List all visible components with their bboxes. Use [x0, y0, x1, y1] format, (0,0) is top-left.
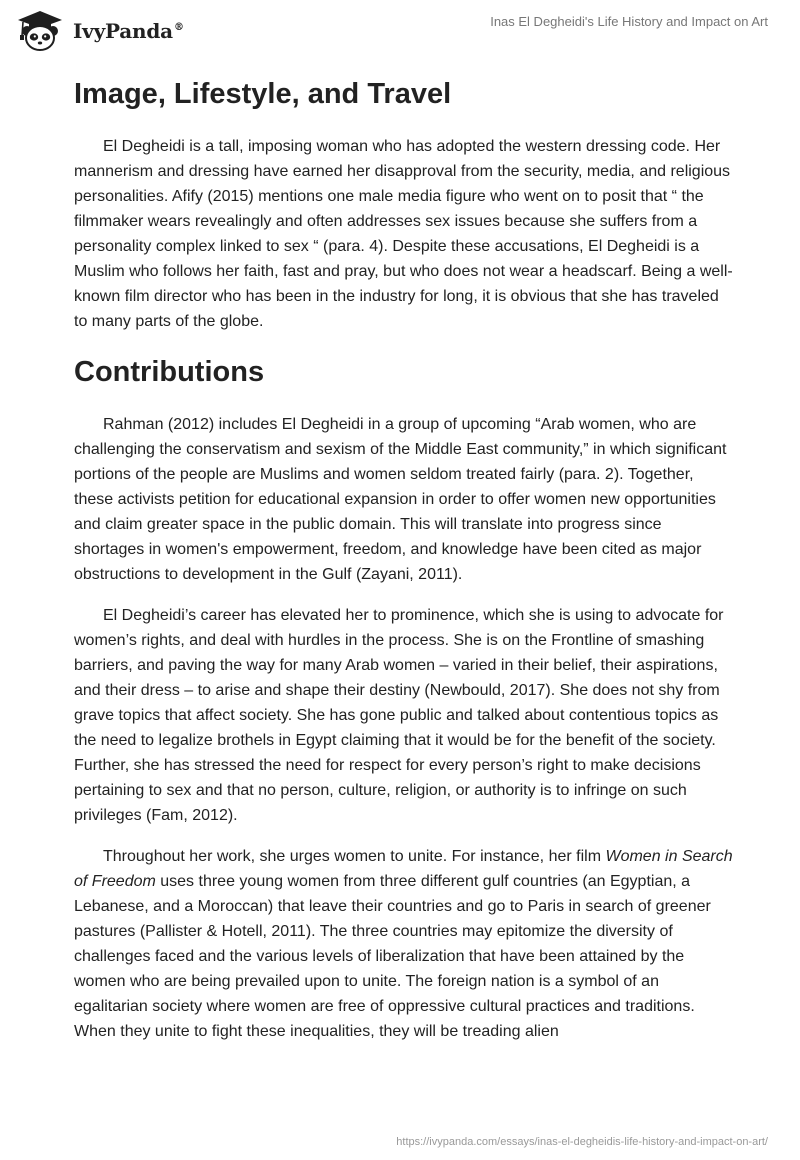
- film-title: Women in Search of Freedom: [74, 848, 733, 890]
- page-header: [0, 0, 800, 62]
- paragraph-text-after: uses three young women from three different gulf countries (an Egyptian, a Lebanese, and a Moroccan) that leave their countries and go to Paris in search of greener pastures (Pallister & Hotell, 2011). The three countries may epitomize the diversity of challenges faced and the various levels of liberalization that have been attained by the women who are being prevailed upon to unite. The foreign nation is a symbol of an egalitarian society where women are free of oppressive cultural practices and traditions. When they unite to fight these inequalities, they will be treading alien: [74, 873, 711, 1040]
- paragraph-contributions-1: Rahman (2012) includes El Degheidi in a group of upcoming “Arab women, who are challenging the conservatism and sexism of the Middle East community,” in which significant portions of the people are Muslims and women seldom treated fairly (para. 2). Together, these activists petition for educational expansion in order to offer women new opportunities and claim greater space in the public domain. This will translate into progress since shortages in women's empowerment, freedom, and knowledge have been cited as major obstructions to development in the Gulf (Zayani, 2011).: [74, 416, 727, 583]
- source-url[interactable]: https://ivypanda.com/essays/inas-el-degheidis-life-history-and-impact-on-art/: [396, 1136, 768, 1148]
- section-heading-contributions: Contributions: [74, 356, 265, 388]
- section-heading-image-lifestyle-travel: Image, Lifestyle, and Travel: [74, 78, 452, 110]
- document-title: Inas El Degheidi's Life History and Impact on Art: [490, 14, 768, 29]
- paragraph-contributions-3: [74, 844, 734, 1044]
- brand-logo[interactable]: [14, 9, 184, 53]
- brand-name: IvyPanda®: [73, 19, 184, 43]
- panda-graduate-icon: [14, 9, 66, 53]
- paragraph-contributions-2: El Degheidi’s career has elevated her to prominence, which she is using to advocate for women’s rights, and deal with hurdles in the process. She is on the Frontline of smashing barriers, and paving the way for many Arab women – varied in their belief, their aspirations, and their dress – to arise and shape their destiny (Newbould, 2017). She does not shy from grave topics that affect society. She has gone public and talked about contentious topics as the need to legalize brothels in Egypt claiming that it would be for the benefit of the society. Further, she has stressed the need for respect for every person’s right to make decisions pertaining to sex and that no person, culture, religion, or authority is to infringe on such privileges (Fam, 2012).: [74, 607, 724, 824]
- essay-content: [74, 70, 734, 1044]
- paragraph-image-lifestyle: El Degheidi is a tall, imposing woman who has adopted the western dressing code. Her mannerism and dressing have earned her disapproval from the security, media, and religious personalities. Afify (2015) mentions one male media figure who went on to posit that “ the filmmaker wears revealingly and often addresses sex issues because she suffers from a personality complex linked to sex “ (para. 4). Despite these accusations, El Degheidi is a Muslim who follows her faith, fast and pray, but who does not wear a headscarf. Being a well-known film director who has been in the industry for long, it is obvious that she has traveled to many parts of the globe.: [74, 138, 733, 330]
- paragraph-text-before: Throughout her work, she urges women to unite. For instance, her film: [103, 848, 606, 865]
